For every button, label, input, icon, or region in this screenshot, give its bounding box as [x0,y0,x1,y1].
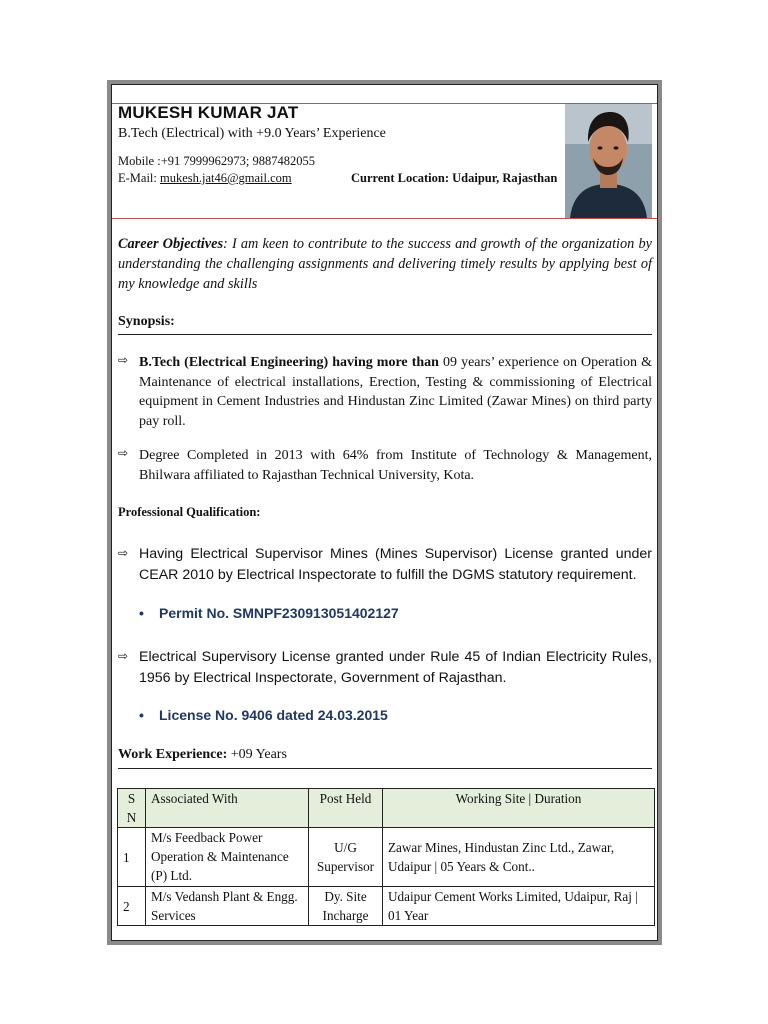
table-cell-associated: M/s Feedback Power Operation & Maintenance (P) Ltd. [146,828,309,887]
permit-number [139,605,399,621]
work-experience-rule [118,768,652,769]
career-objective-label: Career Objectives [118,236,224,252]
synopsis-item-1 [118,353,652,431]
email-label: E-Mail: [118,171,161,185]
table-header-row [118,789,655,828]
synopsis-heading: Synopsis: [118,314,175,329]
synopsis-item-2-text: Degree Completed in 2013 with 64% from Institute of Technology & Management, Bhilwara affiliated to Rajasthan Technical University, Kota. [139,448,652,483]
email-line [118,171,292,186]
license-number-text: License No. 9406 dated 24.03.2015 [159,707,388,723]
work-experience-label: Work Experience: [118,747,228,762]
qualification-item-2 [118,647,652,689]
synopsis-item-1-bold: B.Tech (Electrical Engineering) having more than [139,355,439,370]
profile-photo [565,104,652,218]
work-experience-value: +09 Years [227,747,287,762]
table-row [118,887,655,926]
qualification-item-1-text: Having Electrical Supervisor Mines (Mines Supervisor) License granted under CEAR 2010 by Electrical Inspectorate to fulfill the DGMS statutory requirement. [139,546,652,583]
synopsis-item-2 [118,446,652,485]
qualification-heading: Professional Qualification: [118,505,261,519]
license-number [139,707,388,723]
synopsis-item-1-text: 09 years’ experience on Operation & Maintenance of electrical installations, Erection, Testing & commissioning of Electrical equipment in Cement Industries and Hindustan Zinc Limited (Zawar Mines) on third party pay roll. [139,355,652,429]
current-location: Current Location: Udaipur, Rajasthan [351,171,558,185]
table-cell-site: Udaipur Cement Works Limited, Udaipur, Raj | 01 Year [383,887,655,926]
arrow-bullet-icon: ⇨ [118,546,129,560]
table-cell-post: Dy. Site Incharge [309,887,383,926]
career-objective [118,234,652,294]
header-bottom-rule [112,218,657,219]
table-cell-sn: 1 [118,828,146,887]
candidate-subtitle: B.Tech (Electrical) with +9.0 Years’ Experience [118,126,386,141]
career-objective-text: : I am keen to contribute to the success and growth of the organization by understanding the challenging assignments and delivering timely results by applying best of my knowledge and skills [118,236,652,292]
qualification-item-2-text: Electrical Supervisory License granted under Rule 45 of Indian Electricity Rules, 1956 by Electrical Inspectorate, Government of Rajasthan. [139,649,652,686]
table-header-post: Post Held [309,789,383,828]
work-experience-table [117,788,655,926]
qualification-item-1 [118,544,652,586]
table-row [118,828,655,887]
table-header-associated: Associated With [146,789,309,828]
table-cell-associated: M/s Vedansh Plant & Engg. Services [146,887,309,926]
work-experience-heading [118,747,287,763]
synopsis-rule [118,334,652,335]
dot-bullet-icon: • [139,707,144,723]
table-cell-sn: 2 [118,887,146,926]
arrow-bullet-icon: ⇨ [118,446,129,460]
arrow-bullet-icon: ⇨ [118,353,129,367]
email-link[interactable]: mukesh.jat46@gmail.com [160,171,292,185]
table-header-sn: S N [118,789,146,828]
permit-number-text: Permit No. SMNPF230913051402127 [159,605,399,621]
mobile-numbers: Mobile :+91 7999962973; 9887482055 [118,154,315,168]
table-header-site: Working Site | Duration [383,789,655,828]
candidate-name: MUKESH KUMAR JAT [118,103,299,122]
table-cell-site: Zawar Mines, Hindustan Zinc Ltd., Zawar, Udaipur | 05 Years & Cont.. [383,828,655,887]
table-cell-post: U/G Supervisor [309,828,383,887]
arrow-bullet-icon: ⇨ [118,649,129,663]
dot-bullet-icon: • [139,605,144,621]
